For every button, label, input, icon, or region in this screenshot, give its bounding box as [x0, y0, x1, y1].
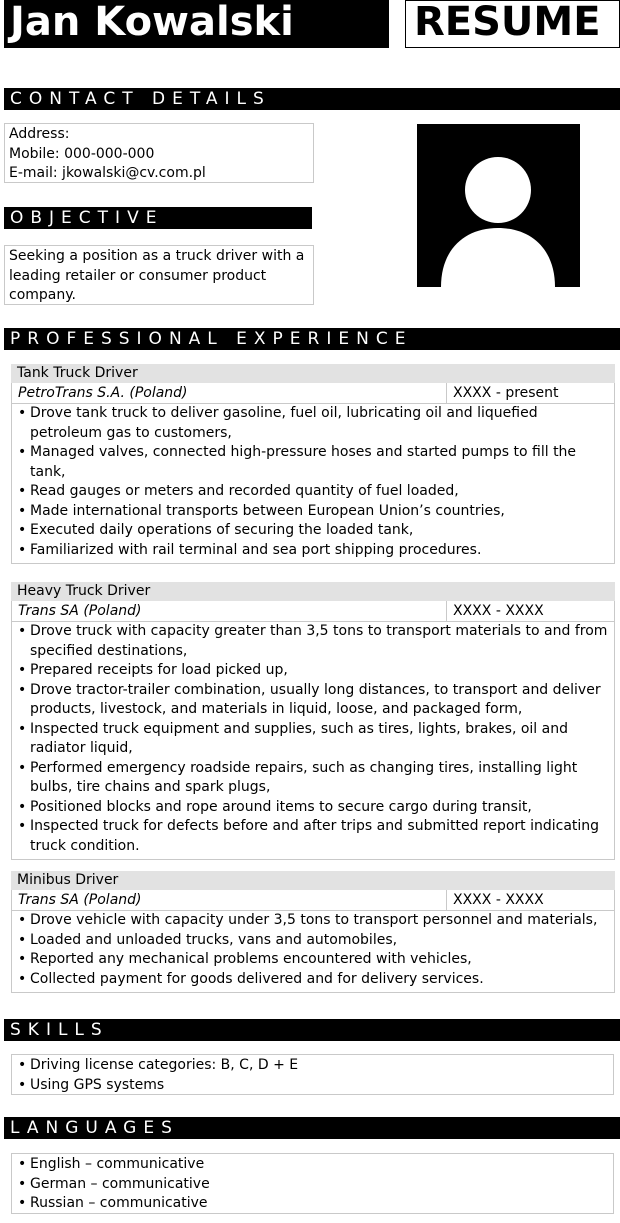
email-line: E-mail: jkowalski@cv.com.pl: [9, 165, 206, 181]
job-dates: XXXX - XXXX: [453, 603, 544, 619]
document-title: RESUME: [405, 0, 620, 48]
languages-heading: LANGUAGES: [4, 1117, 620, 1139]
language-item: • English – communicative: [16, 1155, 609, 1175]
skills-box: [11, 1054, 614, 1095]
objective-heading: OBJECTIVE: [4, 207, 312, 229]
job-dates: XXXX - XXXX: [453, 892, 544, 908]
skill-item: • Driving license categories: B, C, D + E: [16, 1056, 609, 1076]
duty-item: • Managed valves, connected high-pressure hoses and started pumps to fill the tank,: [16, 443, 610, 482]
duty-item: • Familiarized with rail terminal and sea port shipping procedures.: [16, 541, 610, 561]
language-item: • German – communicative: [16, 1175, 609, 1195]
job-meta: [11, 890, 615, 911]
job-entry: [11, 582, 615, 860]
duty-item: • Read gauges or meters and recorded quantity of fuel loaded,: [16, 482, 610, 502]
job-entry: [11, 364, 615, 564]
objective-box: [4, 245, 314, 305]
language-item: • Russian – communicative: [16, 1194, 609, 1214]
duty-item: • Drove truck with capacity greater than 3,5 tons to transport materials to and from specified destinations,: [16, 622, 610, 661]
job-title: Minibus Driver: [11, 871, 615, 890]
languages-box: [11, 1153, 614, 1214]
contact-details-heading: CONTACT DETAILS: [4, 88, 620, 110]
objective-line: leading retailer or consumer product: [9, 267, 267, 284]
duty-item: • Executed daily operations of securing the loaded tank,: [16, 521, 610, 541]
experience-heading: PROFESSIONAL EXPERIENCE: [4, 328, 620, 350]
person-silhouette-icon: [417, 124, 580, 287]
job-meta: [11, 383, 615, 404]
job-title: Heavy Truck Driver: [11, 582, 615, 601]
duty-item: • Positioned blocks and rope around items to secure cargo during transit,: [16, 798, 610, 818]
duty-item: • Prepared receipts for load picked up,: [16, 661, 610, 681]
duty-item: • Drove tractor-trailer combination, usually long distances, to transport and deliver products, livestock, and materials in liquid, loose, and packaged form,: [16, 681, 610, 720]
job-dates: XXXX - present: [453, 385, 559, 401]
skills-list: [16, 1056, 609, 1095]
objective-line: company.: [9, 287, 76, 303]
job-duties-list: [11, 404, 615, 564]
job-company: PetroTrans S.A. (Poland): [12, 383, 447, 403]
job-company: Trans SA (Poland): [12, 601, 447, 621]
duty-item: • Performed emergency roadside repairs, such as changing tires, installing light bulbs, tire chains and spark plugs,: [16, 759, 610, 798]
duty-item: • Loaded and unloaded trucks, vans and automobiles,: [16, 931, 610, 951]
job-company: Trans SA (Poland): [12, 890, 447, 910]
job-meta: [11, 601, 615, 622]
duty-item: • Drove vehicle with capacity under 3,5 tons to transport personnel and materials,: [16, 911, 610, 931]
job-title: Tank Truck Driver: [11, 364, 615, 383]
contact-details-box: [4, 123, 314, 183]
languages-list: [16, 1155, 609, 1214]
skill-item: • Using GPS systems: [16, 1076, 609, 1096]
candidate-name: Jan Kowalski: [4, 0, 389, 48]
job-duties-list: [11, 911, 615, 993]
mobile-line: Mobile: 000-000-000: [9, 145, 155, 162]
job-entry: [11, 871, 615, 993]
duty-item: • Collected payment for goods delivered and for delivery services.: [16, 970, 610, 990]
duty-item: • Reported any mechanical problems encountered with vehicles,: [16, 950, 610, 970]
duty-item: • Drove tank truck to deliver gasoline, fuel oil, lubricating oil and liquefied petroleum gas to customers,: [16, 404, 610, 443]
skills-heading: SKILLS: [4, 1019, 620, 1041]
job-duties-list: [11, 622, 615, 860]
duty-item: • Inspected truck equipment and supplies, such as tires, lights, brakes, oil and radiator liquid,: [16, 720, 610, 759]
duty-item: • Inspected truck for defects before and after trips and submitted report indicating truck condition.: [16, 817, 610, 856]
address-line: Address:: [9, 126, 70, 142]
duty-item: • Made international transports between European Union’s countries,: [16, 502, 610, 522]
objective-line: Seeking a position as a truck driver with a: [9, 248, 305, 264]
profile-photo-placeholder: [417, 124, 580, 287]
